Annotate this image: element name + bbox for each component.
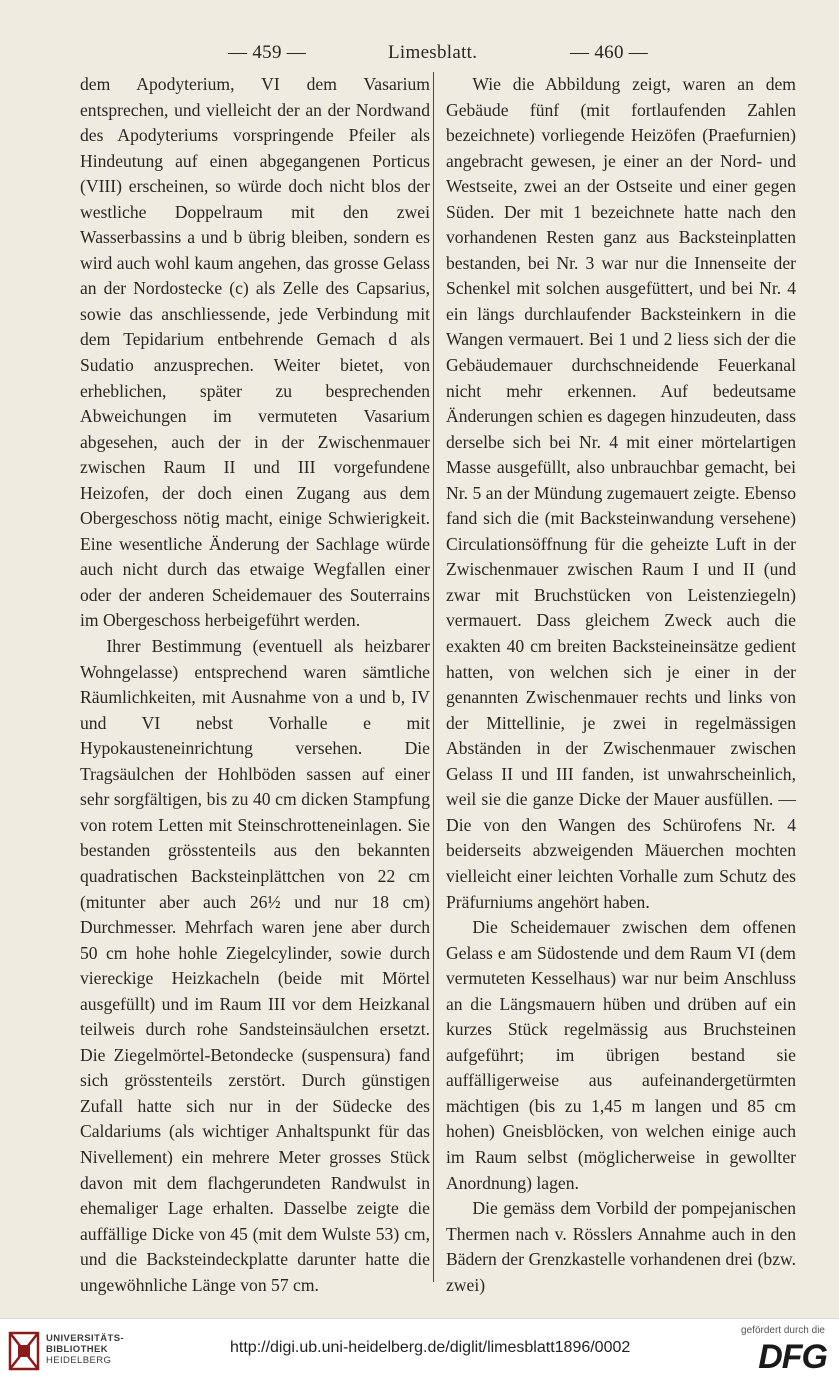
page-number-right: — 460 — [570,42,649,63]
right-paragraph-2: Die Scheidemauer zwischen dem offenen Gelass e am Südostende und dem Raum VI (dem vermuteten Kesselhaus) war nur beim Anschluss an die Längsmauern hüben und drüben auf ein kurzes Stück regelmässig aus Bruchsteinen aufgeführt; im übrigen bestand sie auffälligerweise aus aufeinandergetürmten mächtigen (bis zu 1,45 m langen und 85 cm hohen) Gneisblöcken, von welchen einige auch im Raum selbst (möglicherweise in gewollter Anordnung) lagen. [446,917,796,1193]
page-number-left: — 459 — [228,42,307,63]
page-header [0,42,839,66]
funded-by-label: gefördert durch die [741,1325,825,1336]
running-title: Limesblatt. [388,42,478,63]
library-name-line-3: HEIDELBERG [46,1355,112,1366]
library-logo-icon [8,1331,40,1371]
library-name-line-2: BIBLIOTHEK [46,1344,109,1355]
right-paragraph-3: Die gemäss dem Vorbild der pompejanischen Thermen nach v. Rösslers Annahme auch in den Bädern der Grenzkastelle vorhandenen drei (bzw. zwei) [446,1198,796,1295]
library-name-line-1: UNIVERSITÄTS- [46,1333,125,1344]
right-column [446,72,796,1298]
left-paragraph-2: Ihrer Bestimmung (eventuell als heizbarer Wohngelasse) entsprechend waren sämtliche Räumlichkeiten, mit Ausnahme von a und b, IV und VI nebst Vorhalle e mit Hypokausteneinrichtung versehen. Die Tragsäulchen der Hohlböden sassen auf einer sehr sorgfältigen, bis zu 40 cm dicken Stampfung von rotem Letten mit Steinschrotteneinlagen. Sie bestanden grösstenteils aus den bekannten quadratischen Backsteinplättchen von 22 cm (mitunter aber auch 26½ und nur 18 cm) Durchmesser. Mehrfach waren jene aber durch 50 cm hohe hohle Ziegelcylinder, sowie durch viereckige Heizkacheln (beide mit Mörtel ausgefüllt) und im Raum III vor dem Heizkanal teilweis durch rohe Sandsteinsäulchen ersetzt. Die Ziegelmörtel-Betondecke (suspensura) fand sich grösstenteils zerstört. Durch günstigen Zufall hatte sich nur in der Südecke des Caldariums (als wichtiger Anhaltspunkt für das Nivellement) ein mehrere Meter grosses Stück davon mit dem flachgerundeten Randwulst in ehemaliger Lage erhalten. Dasselbe zeigte die auffällige Dicke von 45 (mit dem Wulste 53) cm, und die Backsteindeckplatte darunter hatte die ungewöhnliche Länge von 57 cm. [80,636,430,1295]
permalink-url[interactable]: http://digi.ub.uni-heidelberg.de/diglit/limesblatt1896/0002 [230,1339,631,1356]
right-paragraph-1: Wie die Abbildung zeigt, waren an dem Gebäude fünf (mit fortlaufenden Zahlen bezeichnete) vorliegende Heizöfen (Praefurnien) angebracht gewesen, je einer an der Nord- und Westseite, zwei an der Ostseite und einer gegen Süden. Der mit 1 bezeichnete hatte nach den vorhandenen Resten ganz aus Backsteinplatten bestanden, bei Nr. 3 war nur die Innenseite der Schenkel mit solchen ausgefüttert, und bei Nr. 4 ein längs durchlaufender Backsteinkern in die Wangen vermauert. Bei 1 und 2 liess sich der die Gebäudemauer durchschneidende Feuerkanal nicht mehr erkennen. Auf bedeutsame Änderungen schien es dagegen hinzudeuten, dass derselbe sich bei Nr. 4 mit einer mörtelartigen Masse ausgefüllt, also unbrauchbar gemacht, bei Nr. 5 an der Mündung zugemauert zeigte. Ebenso fand sich die (mit Backsteinwandung versehene) Circulationsöffnung für die geheizte Luft in der Zwischenmauer zwischen Raum I und II (und zwar mit Bruchstücken von Leistenziegeln) vermauert. Dass gleichem Zweck auch die exakten 40 cm breiten Backsteineinsätze gedient hatten, von welchen sich je einer in der genannten Zwischenmauer rechts und links von der Mittellinie, je zwei in regelmässigen Abständen in der Zwischenmauer zwischen Gelass II und III fanden, ist unwahrscheinlich, weil sie die ganze Dicke der Mauer ausfüllen. — Die von den Wangen des Schürofens Nr. 4 beiderseits abzweigenden Mäuerchen mochten vielleicht einer leichten Vorhalle zum Schutz des Präfurniums angehört haben. [446,74,796,912]
digitization-footer [0,1318,839,1381]
left-paragraph-1: dem Apodyterium, VI dem Vasarium entsprechen, und vielleicht der an der Nordwand des Apodyteriums vorspringende Pfeiler als Hindeutung auf einen abgegangenen Porticus (VIII) erscheinen, so würde doch nicht blos der westliche Doppelraum mit den zwei Wasserbassins a und b übrig bleiben, sondern es wird auch wohl kaum angehen, das grosse Gelass an der Nordostecke (c) als Zelle des Capsarius, sowie das anschliessende, jede Verbindung mit dem Tepidarium entbehrende Gemach d als Sudatio anzusprechen. Weiter bietet, von erheblichen, später zu besprechenden Abweichungen im vermuteten Vasarium abgesehen, auch der in der Zwischenmauer zwischen Raum II und III vorgefundene Heizofen, der doch einen Zugang aus dem Obergeschoss nötig macht, einige Schwierigkeit. Eine wesentliche Änderung der Sachlage würde auch nicht durch das etwaige Wegfallen einer oder der anderen Scheidemauer des Souterrains im Obergeschoss herbeigeführt werden. [80,74,430,631]
library-name [46,1333,124,1366]
column-divider [433,72,434,1282]
dfg-logo: DFG [758,1338,827,1376]
left-column [80,72,430,1298]
